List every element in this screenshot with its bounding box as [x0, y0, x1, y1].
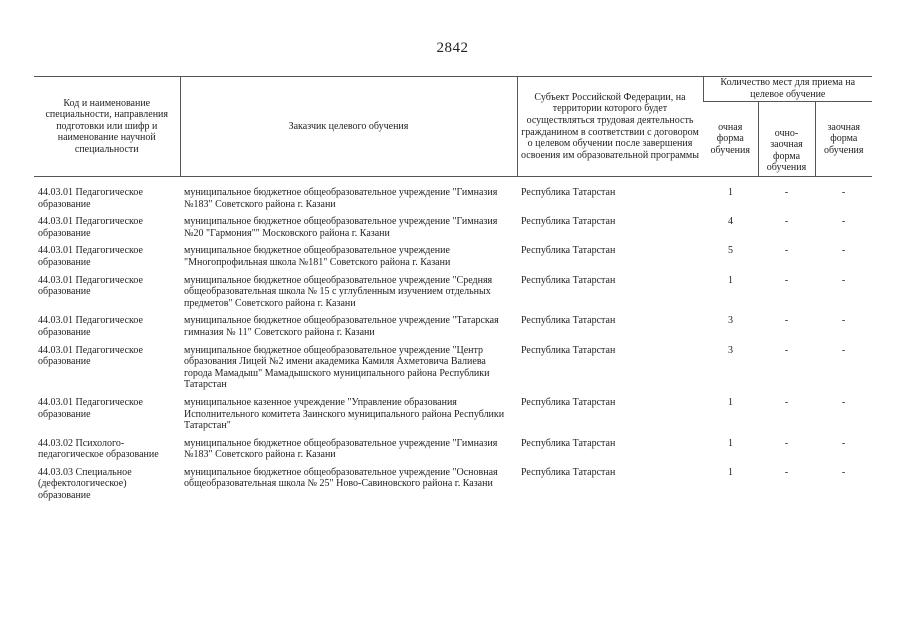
- cell-distance: -: [841, 396, 846, 408]
- cell-subject: Республика Татарстан: [521, 216, 616, 228]
- cell-code: 44.03.01 Педагогическое образование: [38, 274, 143, 298]
- cell-part-time: -: [784, 315, 789, 327]
- cell-customer: муниципальное бюджетное общеобразовательное учреждение "Средняя общеобразовательная школа № 15 с углубленным изучением отдельных предметов" Советского района г. Казани: [184, 274, 493, 309]
- cell-code: 44.03.01 Педагогическое образование: [38, 344, 143, 368]
- header-distance: заочная форма обучения: [815, 102, 872, 177]
- table-row: [34, 215, 872, 244]
- cell-full-time: 1: [728, 274, 733, 286]
- cell-subject: Республика Татарстан: [521, 466, 616, 478]
- table-row: [34, 344, 872, 396]
- cell-customer: муниципальное бюджетное общеобразовательное учреждение "Гимназия №183" Советского района г. Казани: [184, 187, 498, 210]
- cell-customer: муниципальное бюджетное общеобразовательное учреждение "Основная общеобразовательная школа № 25" Ново-Савиновского района г. Казани: [184, 466, 498, 490]
- header-part-time: очно-заочная форма обучения: [758, 102, 815, 177]
- cell-part-time: -: [784, 216, 789, 228]
- cell-part-time: -: [784, 437, 789, 449]
- cell-full-time: 1: [728, 466, 733, 478]
- cell-part-time: -: [784, 466, 789, 478]
- cell-code: 44.03.01 Педагогическое образование: [38, 245, 143, 268]
- cell-full-time: 1: [728, 437, 733, 449]
- table-row: [34, 437, 872, 466]
- cell-distance: -: [841, 437, 846, 449]
- cell-code: 44.03.03 Специальное (дефектологическое) образование: [38, 466, 132, 502]
- cell-code: 44.03.01 Педагогическое образование: [38, 396, 143, 420]
- cell-customer: муниципальное бюджетное общеобразовательное учреждение "Многопрофильная школа №181" Советского района г. Казани: [184, 245, 451, 268]
- cell-code: 44.03.01 Педагогическое образование: [38, 216, 143, 239]
- cell-subject: Республика Татарстан: [521, 274, 616, 286]
- table-row: [34, 314, 872, 343]
- cell-distance: -: [841, 274, 846, 286]
- table-row: [34, 186, 872, 215]
- cell-code: 44.03.01 Педагогическое образование: [38, 315, 143, 338]
- header-customer: Заказчик целевого обучения: [180, 77, 517, 177]
- header-subject: Субъект Российской Федерации, на территории которого будет осуществляться трудовая деятельность гражданином в соответствии с договором о целевом обучении после завершения освоения им образовательной программы: [517, 77, 703, 177]
- cell-full-time: 1: [728, 187, 733, 198]
- cell-code: 44.03.01 Педагогическое образование: [38, 187, 143, 210]
- page-number: 2842: [436, 40, 469, 56]
- header-full-time: очная форма обучения: [703, 102, 758, 177]
- cell-full-time: 3: [728, 315, 733, 327]
- cell-distance: -: [841, 187, 846, 198]
- cell-part-time: -: [784, 344, 789, 356]
- cell-subject: Республика Татарстан: [521, 344, 616, 356]
- header-code: Код и наименование специальности, направления подготовки или шифр и наименование научной специальности: [34, 77, 180, 177]
- cell-subject: Республика Татарстан: [521, 187, 616, 198]
- cell-subject: Республика Татарстан: [521, 396, 616, 408]
- cell-distance: -: [841, 216, 846, 228]
- cell-customer: муниципальное бюджетное общеобразовательное учреждение "Татарская гимназия № 11" Советского района г. Казани: [184, 315, 499, 338]
- cell-distance: -: [841, 245, 846, 257]
- cell-full-time: 1: [728, 396, 733, 408]
- cell-subject: Республика Татарстан: [521, 437, 616, 449]
- cell-customer: муниципальное бюджетное общеобразовательное учреждение "Центр образования Лицей №2 имени академика Камиля Ахметовича Валиева города Мамадыш" Мамадышского муниципального района Республики Татарстан: [184, 344, 490, 391]
- cell-customer: муниципальное бюджетное общеобразовательное учреждение "Гимназия №183" Советского района г. Казани: [184, 437, 498, 461]
- cell-part-time: -: [784, 274, 789, 286]
- cell-distance: -: [841, 466, 846, 478]
- targets-table: [34, 76, 872, 507]
- cell-code: 44.03.02 Психолого-педагогическое образование: [38, 437, 159, 461]
- cell-distance: -: [841, 315, 846, 327]
- cell-customer: муниципальное бюджетное общеобразовательное учреждение "Гимназия №20 "Гармония"" Московского района г. Казани: [184, 216, 498, 239]
- table-row: [34, 244, 872, 273]
- table-header: [34, 77, 872, 177]
- table-body: [34, 177, 872, 507]
- table-row: [34, 274, 872, 315]
- header-quota: Количество мест для приема на целевое обучение: [703, 77, 872, 102]
- cell-full-time: 4: [728, 216, 733, 228]
- cell-full-time: 5: [728, 245, 733, 257]
- cell-subject: Республика Татарстан: [521, 245, 616, 257]
- cell-part-time: -: [784, 396, 789, 408]
- cell-distance: -: [841, 344, 846, 356]
- cell-subject: Республика Татарстан: [521, 315, 616, 327]
- cell-part-time: -: [784, 187, 789, 198]
- cell-full-time: 3: [728, 344, 733, 356]
- cell-customer: муниципальное казенное учреждение "Управление образования Исполнительного комитета Заинского муниципального района Республики Татарстан": [184, 396, 505, 432]
- table-row: [34, 396, 872, 437]
- table-row: [34, 466, 872, 507]
- cell-part-time: -: [784, 245, 789, 257]
